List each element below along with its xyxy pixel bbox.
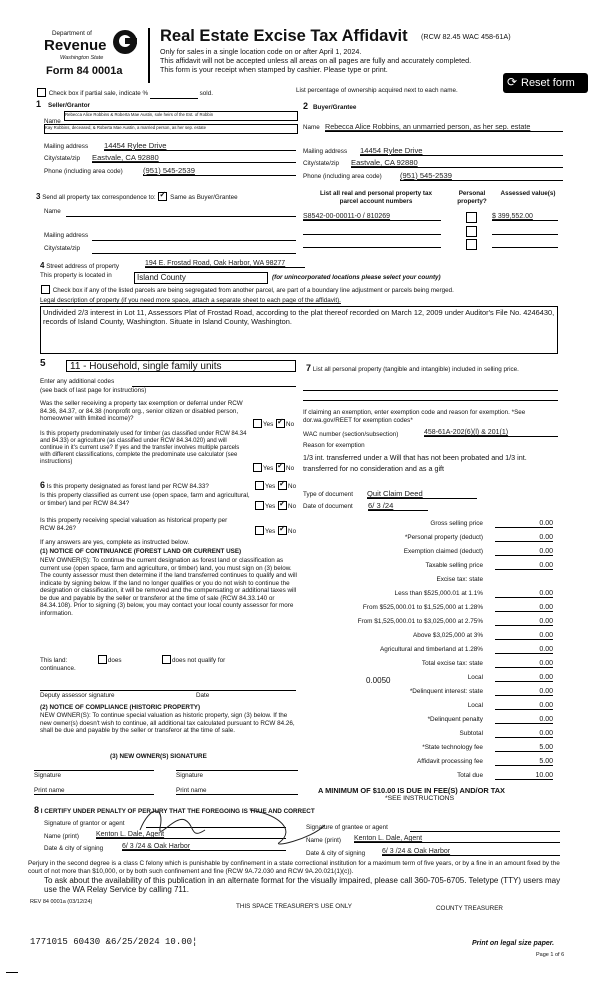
treasurer-use-label: THIS SPACE TREASURER'S USE ONLY — [236, 903, 352, 910]
grantor-date-label: Date & city of signing — [44, 845, 104, 852]
page-mark — [6, 972, 18, 973]
owner-print-name-1-label: Print name — [34, 787, 65, 794]
state-label: Washington State — [60, 55, 104, 61]
doc-date-label: Date of document — [303, 503, 353, 510]
land-does-not-checkbox[interactable] — [162, 655, 171, 664]
header-divider — [148, 28, 150, 83]
buyer-mail-label: Mailing address — [303, 148, 348, 155]
exemption-instructions: If claiming an exemption, enter exemption code and reason for exemption. *See dor.wa.gov/REET for exemption codes* — [303, 409, 526, 424]
seller-phone-input[interactable]: (951) 545-2539 — [143, 166, 296, 176]
continuance-label: continuance. — [40, 665, 76, 672]
header-line-2: This affidavit will not be accepted unless all areas on all pages are fully and accurately completed. — [160, 56, 472, 65]
notice-2-title: (2) NOTICE OF COMPLIANCE (HISTORIC PROPERTY) — [40, 704, 201, 711]
assessed-value-1[interactable]: $ 399,552.00 — [492, 213, 558, 221]
section-8-number: 8 — [34, 805, 40, 815]
refresh-icon: ⟳ — [507, 75, 518, 89]
use-code-select[interactable]: 11 - Household, single family units — [66, 360, 296, 372]
grantee-date-input[interactable]: 6/ 3 /24 & Oak Harbor — [382, 848, 560, 856]
deputy-signature-line[interactable] — [40, 690, 296, 691]
street-label: Street address of property — [46, 263, 120, 270]
wac-input[interactable]: 458-61A-202(6)(l) & 201(1) — [424, 429, 558, 437]
doc-type-label: Type of document — [303, 491, 354, 498]
seller-phone-label: Phone (including area code) — [44, 168, 123, 175]
grantee-signature-label: Signature of grantee or agent — [306, 824, 388, 831]
tax-row: Exemption claimed (deduct) 0.00 — [403, 548, 553, 555]
parcel-heading: List all real and personal property tax parcel account numbers — [320, 190, 432, 205]
section-3-text: Send all property tax correspondence to: — [42, 194, 156, 201]
tax-row: Less than $525,000.01 at 1.1% 0.00 — [394, 590, 553, 597]
partial-sale-checkbox[interactable] — [37, 88, 46, 97]
legal-description-input[interactable]: Undivided 2/3 interest in Lot 11, Assessors Plat of Frostad Road, according to the plat thereof recorded on March 12, 2009 under Auditor's File No. 4246430, records of Island County, Washington. Situate in Island County, Washington. — [40, 306, 558, 354]
street-address-input[interactable]: 194 E. Frostad Road, Oak Harbor, WA 98277 — [145, 260, 305, 268]
section-7-number: 7 — [306, 363, 312, 373]
buyer-heading: Buyer/Grantee — [313, 104, 357, 111]
corr-name-input[interactable] — [66, 216, 296, 217]
buyer-city-input[interactable]: Eastvale, CA 92880 — [351, 158, 563, 168]
deputy-date-label: Date — [196, 692, 210, 699]
tax-row: From $1,525,000.01 to $3,025,000 at 2.75% 0.00 — [357, 618, 553, 625]
grantor-name-input[interactable]: Kenton L. Dale, Agent — [96, 831, 286, 839]
section-4-row — [40, 261, 119, 271]
doc-date-input[interactable]: 6/ 3 /24 — [368, 501, 428, 511]
certify-text: I CERTIFY UNDER PENALTY OF PERJURY THAT THE FOREGOING IS TRUE AND CORRECT — [40, 808, 315, 815]
yes-label: Yes — [265, 528, 276, 536]
tax-row: Local 0.00 — [467, 674, 553, 681]
assessed-value-2[interactable] — [492, 234, 558, 235]
tax-row: Affidavit processing fee 5.00 — [417, 758, 553, 765]
seller-heading: Seller/Grantor — [48, 102, 90, 109]
forest-yes-checkbox[interactable] — [255, 481, 264, 490]
forest-answers — [254, 482, 296, 491]
seller-mail-input[interactable]: 14454 Rylee Drive — [104, 141, 296, 151]
county-select[interactable]: Island County — [134, 272, 268, 284]
form-number: Form 84 0001a — [46, 65, 123, 77]
owner-print-name-2-label: Print name — [176, 787, 207, 794]
exemption-question-answers — [252, 420, 294, 429]
notice-3-title: (3) NEW OWNER(S) SIGNATURE — [110, 753, 207, 760]
current-use-answers — [254, 502, 296, 511]
personal-property-checkbox-2[interactable] — [466, 226, 477, 237]
segregated-checkbox[interactable] — [41, 285, 50, 294]
dept-of-label: Department of — [52, 30, 92, 37]
tax-row: From $525,000.01 to $1,525,000 at 1.28% 0.00 — [362, 604, 553, 611]
this-land-row — [40, 656, 225, 665]
does-not-label: does not qualify for — [171, 657, 226, 665]
parcel-number-1[interactable]: S8542-00-00011-0 / 810269 — [303, 213, 441, 221]
no-label: No — [288, 503, 297, 511]
seller-city-label: City/state/zip — [44, 155, 81, 162]
legal-description-label: Legal description of property (if you need more space, attach a separate sheet to each page of the affidavit). — [40, 297, 341, 304]
partial-percent-input[interactable] — [150, 90, 198, 99]
wac-label: WAC number (section/subsection) — [303, 431, 399, 438]
historic-question: Is this property receiving special valuation as historical property per RCW 84.26? — [40, 517, 228, 532]
buyer-phone-label: Phone (including area code) — [303, 173, 382, 180]
section-3-row — [36, 192, 238, 202]
tax-row: *Delinquent interest: state 0.00 — [409, 688, 553, 695]
seller-name-1-input[interactable]: Rebecca Alice Robbins & Roberta Mae Austin, sole heirs of the Est. of Robbin — [64, 111, 298, 121]
no-label: No — [286, 421, 295, 429]
this-land-label: This land: — [40, 657, 68, 665]
section-7-row — [306, 363, 556, 374]
section-3-number: 3 — [36, 192, 41, 201]
partial-sale-label: Check box if partial sale, indicate % — [48, 90, 149, 98]
segregated-label: Check box if any of the listed parcels are being segregated from another parcel, are part of a boundary line adjustment or parcels being merged. — [52, 287, 454, 295]
located-label: This property is located in — [40, 272, 112, 279]
seller-mail-label: Mailing address — [44, 143, 89, 150]
exemption-yes-checkbox[interactable] — [253, 419, 262, 428]
tax-row: *State technology fee 5.00 — [422, 744, 553, 751]
rev-label: REV 84 0001a (03/12/24) — [30, 899, 93, 905]
corr-mail-label: Mailing address — [44, 232, 89, 239]
buyer-phone-input[interactable]: (951) 545-2539 — [400, 171, 563, 181]
section-6-number: 6 — [40, 480, 46, 490]
section-2-number: 2 — [303, 101, 309, 111]
historic-answers — [254, 527, 296, 536]
corr-city-input[interactable] — [92, 253, 296, 254]
yes-label: Yes — [263, 421, 274, 429]
reason-input[interactable]: 1/3 int. transferred under a Will that has not been probated and 1/3 int. transferred for no consideration and as a gift — [303, 453, 527, 474]
forest-question: Is this property designated as forest land per RCW 84.33? — [46, 483, 209, 490]
form-title: Real Estate Excise Tax Affidavit — [160, 27, 408, 45]
partial-sale-row — [36, 89, 213, 99]
grantor-date-input[interactable]: 6/ 3 /24 & Oak Harbor — [122, 843, 286, 851]
reset-form-button[interactable] — [503, 73, 588, 93]
doc-type-input[interactable]: Quit Claim Deed — [367, 489, 477, 499]
legal-paper-note: Print on legal size paper. — [472, 940, 555, 947]
tax-row: Gross selling price 0.00 — [430, 520, 553, 527]
land-does-checkbox[interactable] — [98, 655, 107, 664]
notice-2-text: NEW OWNER(S): To continue special valuation as historic property, sign (3) below. If the new owner(s) doesn't wish to continue, all additional tax calculated pursuant to RCW 84.26, shall be due and payable by the seller or transferor at the time of sale. — [40, 712, 295, 735]
no-label: No — [286, 465, 295, 473]
additional-codes-label: Enter any additional codes — [40, 378, 115, 385]
sold-label: sold. — [199, 90, 213, 98]
tax-row: Total excise tax: state 0.00 — [421, 660, 553, 667]
buyer-mail-input[interactable]: 14454 Rylee Drive — [360, 146, 563, 156]
same-as-buyer-label: Same as Buyer/Grantee — [170, 194, 238, 201]
notice-1-title: (1) NOTICE OF CONTINUANCE (FOREST LAND OR CURRENT USE) — [40, 548, 242, 555]
grantee-signature-line[interactable] — [410, 831, 560, 832]
current-use-no-checkbox[interactable] — [278, 501, 287, 510]
ownership-note: List percentage of ownership acquired next to each name. — [296, 87, 458, 94]
local-rate: 0.0050 — [366, 676, 391, 685]
grantee-name-label: Name (print) — [306, 837, 341, 844]
timber-question: Is this property predominately used for timber (as classified under RCW 84.34 and 84.33) or agriculture (as classified under RCW 84.34.020) and will continue in it's current use? If yes and the transfer involves multiple parcels with different classifications, complete the predominate use calculator (see instructions) — [40, 431, 247, 465]
grantor-name-label: Name (print) — [44, 833, 79, 840]
unincorporated-note: (for unincorporated locations please select your county) — [272, 274, 441, 281]
timber-question-answers — [252, 464, 294, 473]
perjury-notice: Perjury in the second degree is a class C felony which is punishable by confinement in a state correctional institution for a maximum term of five years, or by a fine in an amount fixed by the court of not more than $10,000, or by both such confinement and fine (RCW 9A.72.030 and RCW 9A.20.021(1)(c)). — [28, 860, 560, 875]
assessed-value-3[interactable] — [492, 247, 558, 248]
if-yes-note: If any answers are yes, complete as instructed below. — [40, 539, 190, 546]
header-line-1: Only for sales in a single location code on or after April 1, 2024. — [160, 47, 362, 56]
tax-row: Above $3,025,000 at 3% 0.00 — [413, 632, 553, 639]
rcw-reference: (RCW 82.45 WAC 458-61A) — [421, 32, 511, 41]
parcel-number-3[interactable] — [303, 247, 441, 248]
buyer-name-input[interactable]: Rebecca Alice Robbins, an unmarried person, as her sep. estate — [325, 122, 563, 132]
tax-row: *Delinquent penalty 0.00 — [427, 716, 553, 723]
seller-name-2-input[interactable]: Kay Robbins, deceased, & Roberta Mae Austin, a married person, as her sep. estate — [44, 124, 298, 134]
tax-row: Total due 10.00 — [457, 772, 553, 779]
cashier-stamp: 1771015 60430 &6/25/2024 10.00¦ — [30, 937, 198, 947]
yes-label: Yes — [265, 503, 276, 511]
parcel-number-2[interactable] — [303, 234, 441, 235]
personal-property-text: List all personal property (tangible and intangible) included in selling price. — [312, 366, 519, 373]
dor-logo-icon — [113, 30, 137, 54]
personal-property-line-2[interactable] — [303, 400, 558, 401]
personal-property-checkbox-3[interactable] — [466, 239, 477, 250]
personal-property-checkbox-1[interactable] — [466, 212, 477, 223]
tax-row: *Personal property (deduct) 0.00 — [404, 534, 553, 541]
owner-signature-1-label: Signature — [34, 772, 61, 779]
historic-no-checkbox[interactable] — [278, 526, 287, 535]
owner-signature-2-label: Signature — [176, 772, 203, 779]
alternate-format-notice: To ask about the availability of this publication in an alternate format for the visually impaired, please call 360-705-6705. Teletype (TTY) users may use the WA Relay Service by calling 711. — [44, 876, 561, 895]
grantor-signature-label: Signature of grantor or agent — [44, 820, 125, 827]
see-instructions-note: *SEE INSTRUCTIONS — [385, 795, 455, 802]
grantor-handwritten-signature — [130, 800, 330, 850]
reset-form-label: Reset form — [521, 77, 575, 89]
buyer-name-label: Name — [303, 124, 320, 131]
corr-city-label: City/state/zip — [44, 245, 81, 252]
revenue-wordmark: Revenue — [44, 37, 107, 54]
seller-name-label: Name — [44, 118, 61, 125]
does-label: does — [107, 657, 122, 665]
seller-city-input[interactable]: Eastvale, CA 92880 — [92, 153, 296, 163]
buyer-city-label: City/state/zip — [303, 160, 340, 167]
section-1-number: 1 — [36, 99, 42, 109]
section-4-number: 4 — [40, 261, 45, 270]
same-as-buyer-checkbox[interactable] — [158, 192, 167, 201]
notice-1-text: NEW OWNER(S): To continue the current designation as forest land or classification as current use (open space, farm and agriculture, or timber) land, you must sign on (3) below. The county assessor must then determine if the land transferred continues to qualify and will indicate by signing below. If the land no longer qualifies or you do not wish to continue the designation or classification, it will be removed and the compensating or additional taxes will be due and payable by the seller or transferor at the time of sale (RCW 84.33.140 or 84.34.108). Prior to signing (3) below, you may contact your local county assessor for more information. — [40, 557, 297, 617]
grantee-name-input[interactable]: Kenton L. Dale, Agent — [354, 835, 560, 843]
exemption-no-checkbox[interactable] — [276, 419, 285, 428]
additional-codes-input[interactable] — [132, 386, 296, 387]
personal-property-heading: Personal property? — [457, 190, 487, 205]
see-back-note: (see back of last page for instructions) — [40, 387, 147, 394]
deputy-signature-label: Deputy assessor signature — [40, 692, 115, 699]
timber-no-checkbox[interactable] — [276, 463, 285, 472]
tax-row: Taxable selling price 0.00 — [425, 562, 553, 569]
corr-mail-input[interactable] — [92, 240, 296, 241]
tax-row: Local 0.00 — [467, 702, 553, 709]
exemption-question: Was the seller receiving a property tax exemption or deferral under RCW 84.36, 84.37, or 84.38 (nonprofit org., senior citizen or disabled person, homeowner with limited income)? — [40, 400, 243, 423]
tax-row: Excise tax: state — [436, 576, 483, 583]
header-line-3: This form is your receipt when stamped by cashier. Please type or print. — [160, 65, 388, 74]
section-6-row — [40, 480, 209, 491]
county-treasurer-label: COUNTY TREASURER — [436, 905, 503, 912]
yes-label: Yes — [263, 465, 274, 473]
assessed-heading: Assessed value(s) — [500, 190, 556, 197]
corr-name-label: Name — [44, 208, 61, 215]
page-number: Page 1 of 6 — [536, 952, 565, 958]
reason-label: Reason for exemption — [303, 442, 365, 449]
current-use-yes-checkbox[interactable] — [255, 501, 264, 510]
current-use-question: Is this property classified as current use (open space, farm and agricultural, or timber) land per RCW 84.34? — [40, 492, 250, 507]
tax-row: Subtotal 0.00 — [459, 730, 553, 737]
no-label: No — [288, 528, 297, 536]
grantee-date-label: Date & city of signing — [306, 850, 366, 857]
owner-signature-1[interactable] — [34, 770, 154, 771]
forest-no-checkbox[interactable] — [278, 481, 287, 490]
section-5-number: 5 — [40, 358, 46, 369]
historic-yes-checkbox[interactable] — [255, 526, 264, 535]
timber-yes-checkbox[interactable] — [253, 463, 262, 472]
yes-label: Yes — [265, 483, 276, 491]
tax-row: Agricultural and timberland at 1.28% 0.00 — [379, 646, 553, 653]
owner-signature-2[interactable] — [176, 770, 298, 771]
segregated-row — [40, 286, 454, 295]
personal-property-line-1[interactable] — [303, 390, 558, 391]
no-label: No — [288, 483, 297, 491]
minimum-note: A MINIMUM OF $10.00 IS DUE IN FEE(S) AND/OR TAX — [318, 786, 505, 795]
